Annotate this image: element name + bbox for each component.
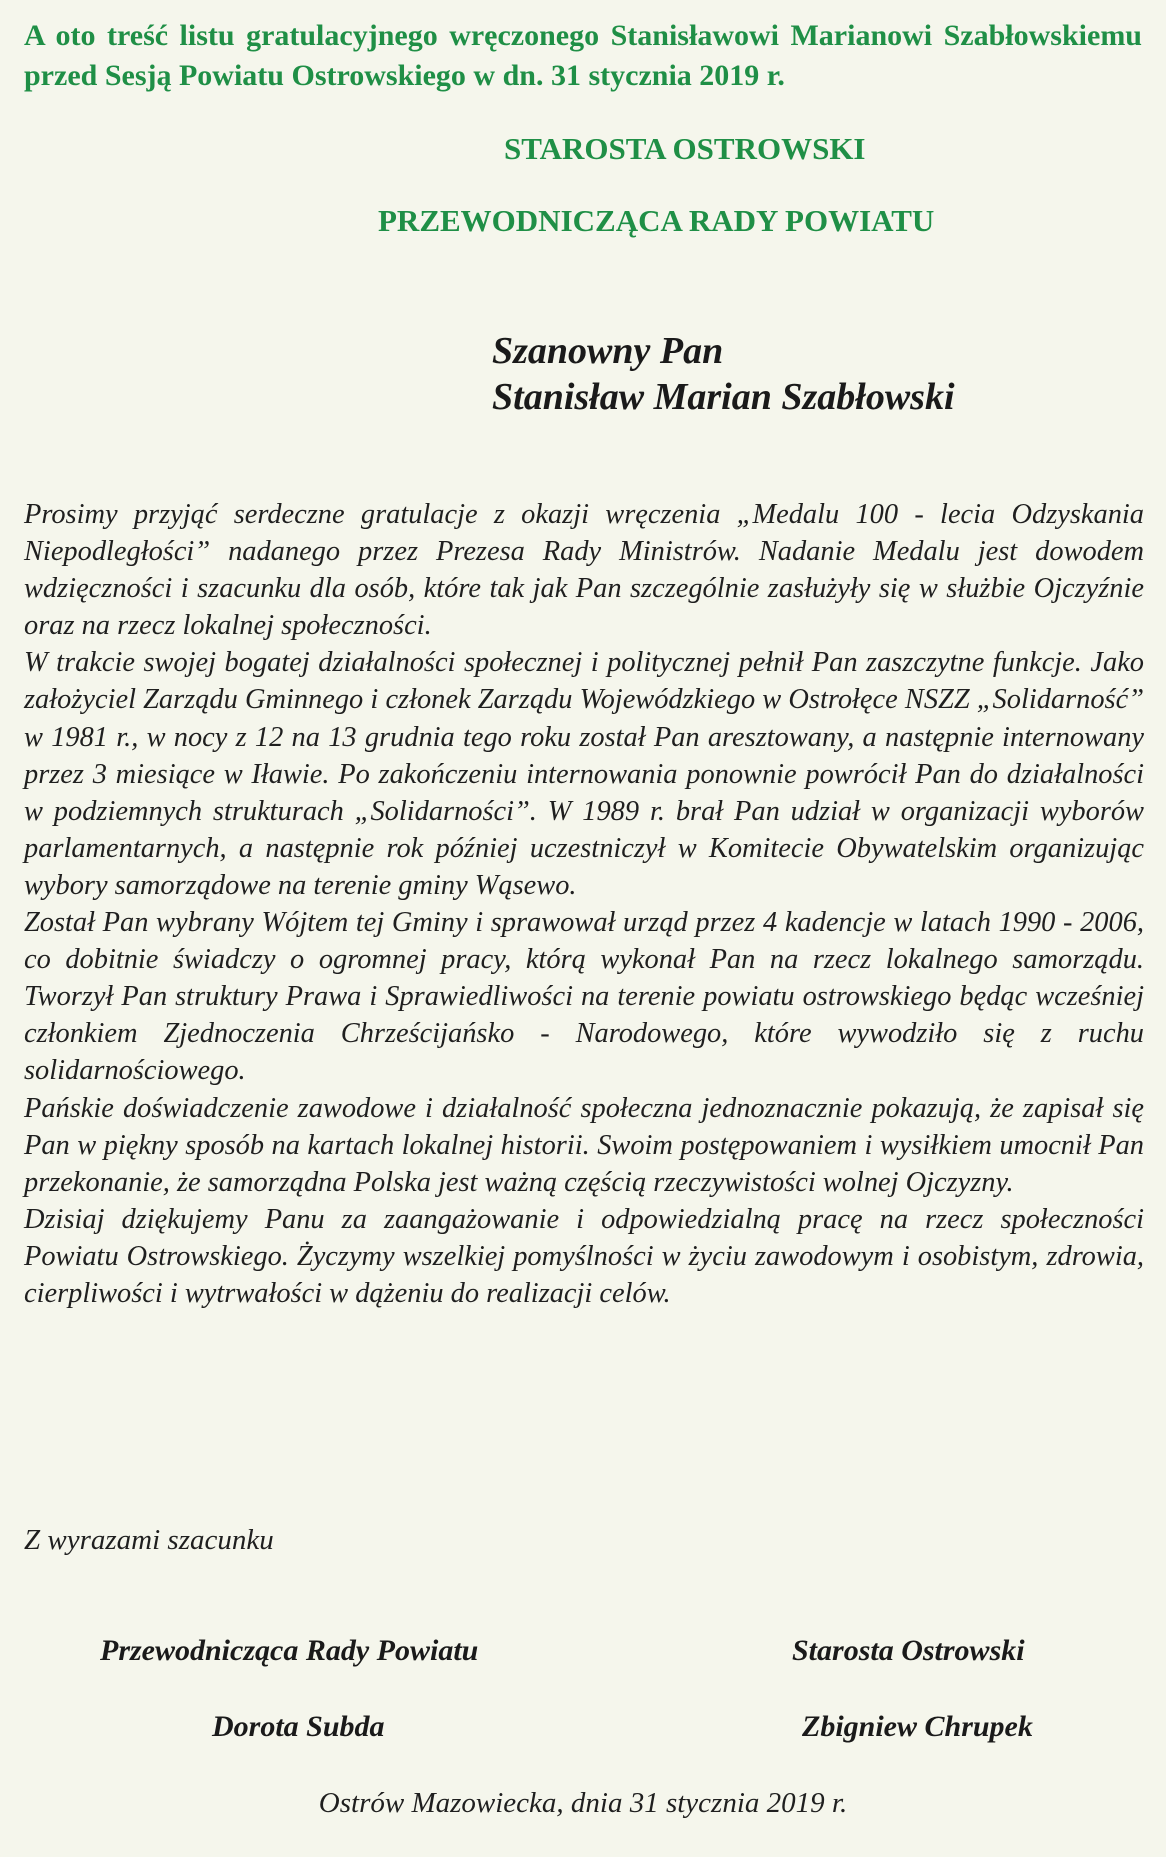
body-paragraph: Prosimy przyjąć serdeczne gratulacje z okazji wręczenia „Medalu 100 - lecia Odzyskania Niepodległości” nadanego przez Prezesa Rady Ministrów. Nadanie Medalu jest dowodem wdzięczności i szacunku dla osób, które tak jak Pan szczególnie zasłużyły się w służbie Ojczyźnie oraz na rzecz lokalnej społeczności.: [24, 499, 1144, 642]
body-paragraph: Pańskie doświadczenie zawodowe i działalność społeczna jednoznacznie pokazują, że zapisał się Pan w piękny sposób na kartach lokalnej historii. Swoim postępowaniem i wysiłkiem umocnił Pan przekonanie, że samorządna Polska jest ważną częścią rzeczywistości wolnej Ojczyzny.: [24, 1092, 1144, 1198]
header-przewodniczaca: PRZEWODNICZĄCA RADY POWIATU: [378, 203, 935, 238]
body-paragraph: Dzisiaj dziękujemy Panu za zaangażowanie i odpowiedzialną pracę na rzecz społeczności Powiatu Ostrowskiego. Życzymy wszelkiej pomyślności w życiu zawodowym i osobistym, zdrowia, cierpliwości i wytrwałości w dążeniu do realizacji celów.: [24, 1203, 1144, 1309]
intro-text: A oto treść listu gratulacyjnego wręczonego Stanisławowi Marianowi Szabłowskiemu przed Sesją Powiatu Ostrowskiego w dn. 31 stycznia 2019 r.: [24, 19, 1142, 92]
body-paragraph: Został Pan wybrany Wójtem tej Gminy i sprawował urząd przez 4 kadencje w latach 1990 - 2006, co dobitnie świadczy o ogromnej pracy, którą wykonał Pan na rzecz lokalnego samorządu. Tworzył Pan struktury Prawa i Sprawiedliwości na terenie powiatu ostrowskiego będąc wcześniej członkiem Zjednoczenia Chrześcijańsko - Narodowego, które wywodziło się z ruchu solidarnościowego.: [24, 907, 1144, 1087]
addressee-block: [492, 328, 955, 420]
closing-phrase: Z wyrazami szacunku: [24, 1524, 274, 1556]
addressee-salutation: Szanowny Pan: [492, 330, 724, 372]
place-and-date: Ostrów Mazowiecka, dnia 31 stycznia 2019 r.: [318, 1787, 848, 1819]
signature-left-name: Dorota Subda: [212, 1710, 385, 1743]
signature-left-title: Przewodnicząca Rady Powiatu: [100, 1634, 479, 1667]
signature-right-title: Starosta Ostrowski: [792, 1634, 1025, 1667]
header-starosta: STAROSTA OSTROWSKI: [504, 131, 866, 166]
addressee-name: Stanisław Marian Szabłowski: [492, 376, 955, 418]
signature-right-name: Zbigniew Chrupek: [802, 1710, 1033, 1743]
letter-body: [24, 496, 1144, 1312]
body-paragraph: W trakcie swojej bogatej działalności społecznej i politycznej pełnił Pan zaszczytne funkcje. Jako założyciel Zarządu Gminnego i członek Zarządu Wojewódzkiego w Ostrołęce NSZZ „Solidarność” w 1981 r., w nocy z 12 na 13 grudnia tego roku został Pan aresztowany, a następnie internowany przez 3 miesiące w Iławie. Po zakończeniu internowania ponownie powrócił Pan do działalności w podziemnych strukturach „Solidarności”. W 1989 r. brał Pan udział w organizacji wyborów parlamentarnych, a następnie rok później uczestniczył w Komitecie Obywatelskim organizując wybory samorządowe na terenie gminy Wąsewo.: [24, 647, 1144, 901]
